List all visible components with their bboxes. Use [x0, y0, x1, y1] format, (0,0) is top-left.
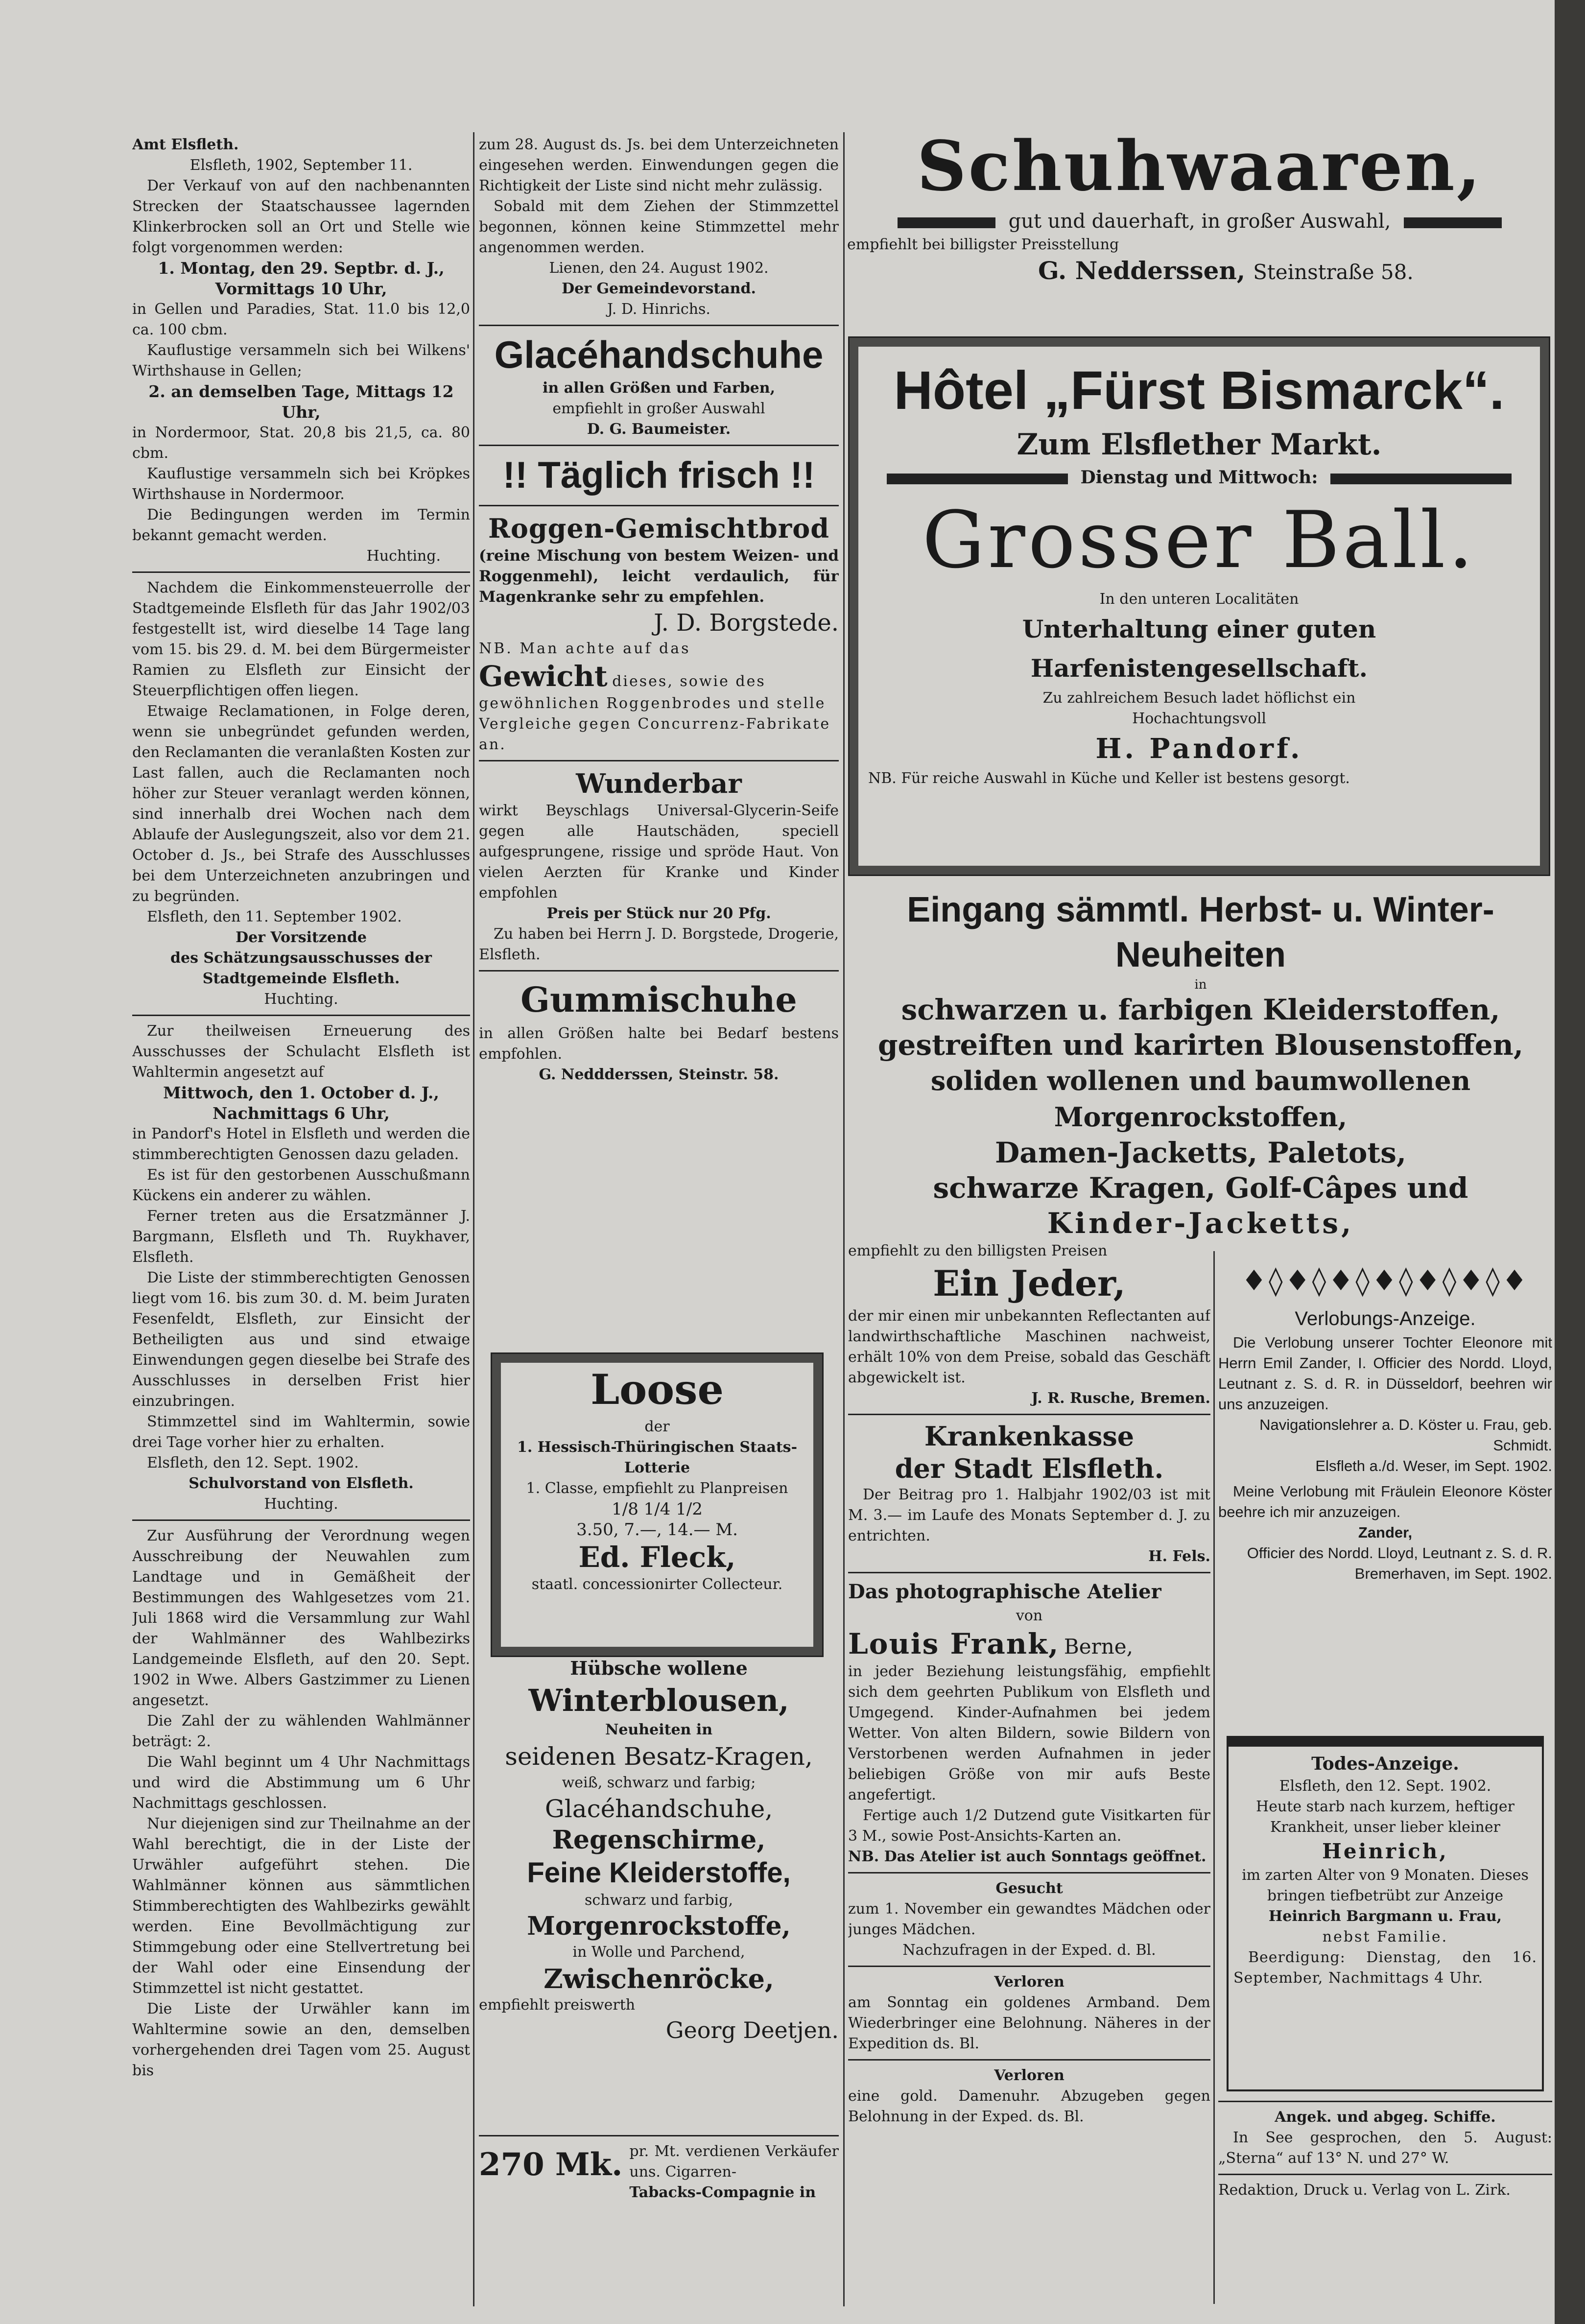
ad-headline: !! Täglich frisch !!: [502, 454, 815, 496]
notice-text: Es ist für den gestorbenen Ausschußmann Kückens ein anderer zu wählen.: [132, 1166, 470, 1204]
notice-signature: Navigationslehrer a. D. Köster u. Frau, geb. Schmidt.: [1259, 1416, 1552, 1454]
ad-text: Dienstag und Mittwoch:: [1080, 467, 1318, 488]
notice-text: Nachdem die Einkommensteuerrolle der Stadtgemeinde Elsfleth für das Jahr 1902/03 festgestellt ist, wird dieselbe 14 Tage lang vom 15. bis 29. d. M. bei dem Bürgermeister Ramien zu Elsfleth zur Einsicht der Steuerpflichtigen offen liegen.: [132, 579, 470, 699]
notice-text: Zur theilweisen Erneuerung des Ausschusses der Schulacht Elsfleth ist Wahltermin angesetzt auf: [132, 1022, 470, 1081]
notice-signature: Huchting.: [366, 547, 441, 565]
ad-text: von: [1016, 1607, 1043, 1624]
notice-text: Der Verkauf von auf den nachbenannten Strecken der Staatschaussee lagernden Klinkerbrocken soll an Ort und Stelle wie folgt vorgenommen werden:: [132, 177, 470, 256]
divider: [1218, 2174, 1552, 2175]
ad-text: weiß, schwarz und farbig;: [562, 1774, 756, 1791]
ad-signature: H. Pandorf.: [1095, 733, 1303, 765]
notice-item: 1. Montag, den 29. Septbr. d. J., Vormittags 10 Uhr,: [158, 259, 445, 298]
ad-headline: seidenen Besatz-Kragen,: [505, 1742, 813, 1771]
ad-text: der mir einen mir unbekannten Reflectanten auf landwirthschaftliche Maschinen nachweist, erhält 10% von dem Preise, sobald das Geschäft abgewickelt ist.: [848, 1307, 1210, 1386]
divider: [848, 2059, 1210, 2061]
notice-text: zum 28. August ds. Js. bei dem Unterzeichneten eingesehen werden. Einwendungen gegen die Richtigkeit der Liste sind nicht mehr zulässig.: [479, 136, 839, 194]
divider: [479, 970, 839, 972]
ad-text: Nachzufragen in der Exped. d. Bl.: [902, 1942, 1156, 1959]
ad-headline: Verloren: [994, 2067, 1065, 2084]
decorative-bar: [898, 217, 995, 228]
notice-title: Angek. und abgeg. Schiffe.: [1275, 2109, 1496, 2126]
divider: [1218, 2101, 1552, 2102]
notice-signature: nebst Familie.: [1322, 1928, 1448, 1945]
ad-headline: Krankenkasse: [924, 1421, 1135, 1452]
ad-headline: Roggen-Gemischtbrod: [488, 513, 830, 544]
ad-text: Fertige auch 1/2 Dutzend gute Visitkarten für 3 M., sowie Post-Ansichts-Karten an.: [848, 1807, 1210, 1845]
notice-date: Elsfleth, den 12. Sept. 1902.: [147, 1454, 359, 1471]
ad-text: empfiehlt zu den billigsten Preisen: [848, 1242, 1108, 1259]
ad-text: In den unteren Localitäten: [1099, 591, 1299, 608]
notice-text: Die Bedingungen werden im Termin bekannt gemacht werden.: [132, 506, 470, 544]
ad-headline: Loose: [591, 1365, 724, 1414]
notice-date: Elsfleth, den 12. Sept. 1902.: [1279, 1778, 1491, 1795]
ad-headline: Eingang sämmtl. Herbst- u. Winter-Neuheiten: [907, 890, 1494, 974]
ad-text: Zu zahlreichem Besuch ladet höflichst ein: [1042, 689, 1356, 707]
ad-headline: Winterblousen,: [528, 1683, 789, 1718]
notice-text: Kauflustige versammeln sich bei Kröpkes Wirthshause in Nordermoor.: [132, 465, 470, 503]
ad-signature: G. Nedderssen,: [1038, 256, 1246, 285]
ad-text: 1. Classe, empfiehlt zu Planpreisen: [526, 1480, 788, 1497]
fashion-ad: [848, 887, 1553, 1259]
ad-text: Unterhaltung einer guten Harfenistengesellschaft.: [1022, 615, 1376, 683]
ad-item: Glacéhandschuhe,: [544, 1795, 773, 1823]
ad-text: wirkt Beyschlags Universal-Glycerin-Seife gegen alle Hautschäden, speciell aufgesprungene, rissige und spröde Haut. Von vielen Aerzten für Kranke und Kinder empfohlen: [479, 802, 839, 901]
notice-date: Elsfleth a./d. Weser, im Sept. 1902.: [1315, 1457, 1552, 1474]
ornament-row: [1218, 1261, 1552, 1305]
decorative-bar: [887, 474, 1068, 484]
ad-item: Kinder-Jacketts,: [1047, 1207, 1354, 1240]
ad-text: empfiehlt in großer Auswahl: [552, 400, 765, 417]
ad-text: zum 1. November ein gewandtes Mädchen oder junges Mädchen.: [848, 1900, 1210, 1938]
divider: [848, 1572, 1210, 1573]
ad-item: soliden wollenen und baumwollenen Morgenrockstoffen,: [930, 1065, 1471, 1133]
notice-text: in Pandorf's Hotel in Elsfleth und werden die stimmberechtigten Genossen dazu geladen.: [132, 1125, 470, 1163]
ad-signature: D. G. Baumeister.: [587, 421, 731, 438]
ad-price: Preis per Stück nur 20 Pfg.: [546, 905, 771, 922]
column-rule: [473, 132, 474, 2306]
notice-signature: Der Vorsitzende: [236, 929, 367, 946]
ad-headline: Gummischuhe: [520, 979, 797, 1020]
divider: [132, 1519, 470, 1521]
ad-signature: J. D. Borgstede.: [654, 609, 839, 637]
ad-text: schwarz und farbig,: [584, 1892, 733, 1909]
ad-text: dieses, sowie des gewöhnlichen Roggenbrodes und stelle Vergleiche gegen Concurrenz-Fabrikate an.: [479, 673, 831, 753]
decorative-bar: [1404, 217, 1502, 228]
ad-item: Damen-Jacketts, Paletots,: [994, 1136, 1407, 1169]
notice-text: im zarten Alter von 9 Monaten. Dieses bringen tiefbetrübt zur Anzeige: [1242, 1867, 1529, 1904]
column-3: [848, 1261, 1210, 2309]
ad-item: gestreiften und karirten Blousenstoffen,: [877, 1028, 1524, 1062]
ad-item: Morgenrockstoffe,: [527, 1911, 791, 1941]
ad-headline: Hôtel „Fürst Bismarck“.: [894, 360, 1505, 421]
ad-text: Neuheiten in: [605, 1721, 713, 1738]
ad-text: in allen Größen halte bei Bedarf bestens empfohlen.: [479, 1025, 839, 1063]
notice-item: 2. an demselben Tage, Mittags 12 Uhr,: [148, 382, 454, 422]
divider: [848, 1414, 1210, 1415]
notice-date: Mittwoch, den 1. October d. J., Nachmittags 6 Uhr,: [163, 1083, 439, 1123]
ad-text: eine gold. Damenuhr. Abzugeben gegen Belohnung in der Exped. ds. Bl.: [848, 2087, 1210, 2125]
notice-text: Zur Ausführung der Verordnung wegen Ausschreibung der Neuwahlen zum Landtage und in Gemäßheit der Bestimmungen des Wahlgesetzes vom 21. Juli 1868 wird die Versammlung zur Wahl der Wahlmänner des Wahlbezirks Landgemeinde Elsfleth, auf den 20. Sept. 1902 in Wwe. Albers Gastzimmer zu Lienen angesetzt.: [132, 1527, 470, 1709]
notice-signature: Zander,: [1358, 1524, 1413, 1541]
lottery-ad: [501, 1363, 813, 1647]
ad-headline: Ein Jeder,: [933, 1262, 1126, 1304]
notice-text: in Gellen und Paradies, Stat. 11.0 bis 12,0 ca. 100 cbm.: [132, 301, 470, 338]
notice-text: Ferner treten aus die Ersatzmänner J. Bargmann, Elsfleth und Th. Ruykhaver, Elsfleth.: [132, 1208, 470, 1266]
ad-text: Hübsche wollene: [570, 1657, 748, 1679]
divider: [848, 1872, 1210, 1873]
ad-text: in allen Größen und Farben,: [542, 379, 776, 397]
ad-headline: 270 Mk.: [479, 2146, 623, 2183]
notice-date: Bremerhaven, im Sept. 1902.: [1354, 1565, 1552, 1582]
divider: [848, 1966, 1210, 1967]
ad-text: NB. Für reiche Auswahl in Küche und Keller ist bestens gesorgt.: [868, 770, 1350, 787]
notice-text: Stimmzettel sind im Wahltermin, sowie drei Tage vorher hier zu erhalten.: [132, 1413, 470, 1451]
lottery-ad-frame: [492, 1354, 822, 1656]
ad-item: Feine Kleiderstoffe,: [527, 1857, 791, 1889]
notice-signature: Huchting.: [264, 1495, 338, 1513]
ad-text: NB. Man achte auf das: [479, 640, 691, 657]
ad-fractions: 1/8 1/4 1/2: [612, 1499, 703, 1519]
ad-text: pr. Mt. verdienen Verkäufer uns. Cigarren-: [629, 2143, 839, 2181]
column-rule: [843, 132, 845, 2306]
winter-ad: [479, 1655, 839, 2218]
ad-headline: Grosser Ball.: [922, 494, 1476, 586]
ad-signature: Zu haben bei Herrn J. D. Borgstede, Drogerie, Elsfleth.: [479, 925, 839, 963]
notice-text: Nur diejenigen sind zur Theilnahme an der Wahl berechtigt, die in der Liste der Urwähler aufgeführt stehen. Die Wahlmänner können aus sämmtlichen Stimmberechtigten des Wahlbezirks gewählt werden. Eine Bevollmächtigung zur Stimmgebung oder eine Stellvertretung bei der Wahl oder eine Einsendung der Stimmzettel ist nicht gestattet.: [132, 1815, 470, 1997]
notice-text: In See gesprochen, den 5. August: „Sterna“ auf 13° N. und 27° W.: [1218, 2129, 1552, 2167]
divider: [479, 445, 839, 446]
divider: [479, 325, 839, 326]
book-edge: [1555, 0, 1585, 2324]
notice-text: Beerdigung: Dienstag, den 16. September, Nachmittags 4 Uhr.: [1233, 1949, 1537, 1987]
ad-headline: Wunderbar: [576, 768, 742, 799]
notice-text: Meine Verlobung mit Fräulein Eleonore Köster beehre ich mir anzuzeigen.: [1218, 1483, 1552, 1520]
ad-item: schwarze Kragen, Golf-Câpes und: [933, 1171, 1468, 1205]
notice-text: Kauflustige versammeln sich bei Wilkens' Wirthshause in Gellen;: [132, 342, 470, 379]
notice-text: Die Wahl beginnt um 4 Uhr Nachmittags und wird die Abstimmung um 6 Uhr Nachmittags geschlossen.: [132, 1754, 470, 1812]
divider: [132, 571, 470, 573]
ad-prices: 3.50, 7.—, 14.— M.: [576, 1520, 738, 1540]
notice-date: Elsfleth, 1902, September 11.: [189, 157, 413, 174]
ad-signature: Georg Deetjen.: [665, 2017, 839, 2043]
notice-title: Amt Elsfleth.: [132, 136, 239, 153]
ad-text: in jeder Beziehung leistungsfähig, empfiehlt sich dem geehrten Publikum von Elsfleth und Umgegend. Kinder-Aufnahmen bei jedem Wetter. Von alten Bildern, sowie Bildern von Verstorbenen werden Aufnahmen in jeder beliebigen Größe von mir aufs Beste angefertigt.: [848, 1663, 1210, 1803]
ad-text: staatl. concessionirter Collecteur.: [531, 1576, 783, 1593]
divider: [479, 505, 839, 506]
ad-text: (reine Mischung von bestem Weizen- und Roggenmehl), leicht verdaulich, für Magenkranke sehr zu empfehlen.: [479, 547, 839, 606]
divider: [132, 1015, 470, 1016]
ad-subheadline: Zum Elsflether Markt.: [1017, 427, 1382, 462]
notice-text: in Nordermoor, Stat. 20,8 bis 21,5, ca. 80 cbm.: [132, 424, 470, 462]
ad-text: am Sonntag ein goldenes Armband. Dem Wiederbringer eine Belohnung. Näheres in der Expedition ds. Bl.: [848, 1994, 1210, 2052]
ad-text: Hochachtungsvoll: [1132, 710, 1266, 727]
ad-item: schwarzen u. farbigen Kleiderstoffen,: [901, 993, 1500, 1026]
ships-notice: [1218, 2096, 1552, 2306]
shoe-ad: [847, 125, 1552, 321]
ad-headline: Glacéhandschuhe: [494, 333, 824, 376]
ad-item: Zwischenröcke,: [544, 1963, 774, 1994]
ad-signature: H. Fels.: [1148, 1548, 1210, 1565]
notice-signature: Huchting.: [264, 991, 338, 1008]
ad-text: Berne,: [1064, 1635, 1133, 1659]
ad-text: in: [1194, 977, 1207, 992]
notice-signature: Schulvorstand von Elsfleth.: [189, 1475, 414, 1492]
ad-headline: Verloren: [994, 1973, 1065, 1991]
ad-signature: J. R. Rusche, Bremen.: [1031, 1390, 1210, 1407]
ornament-icon: ♦◊♦◊♦◊♦◊♦◊♦◊♦: [1241, 1264, 1529, 1297]
ad-text: gut und dauerhaft, in großer Auswahl,: [1008, 210, 1391, 233]
notice-signature: J. D. Hinrichs.: [607, 301, 710, 318]
ad-headline: Schuhwaaren,: [917, 126, 1483, 207]
notice-signature: Der Gemeindevorstand.: [562, 280, 756, 297]
engagement-notice: [1218, 1305, 1552, 1658]
notice-text: Die Liste der stimmberechtigten Genossen liegt vom 16. bis zum 30. d. M. beim Juraten Fesenfeldt, Elsfleth, zur Einsicht der Betheiligten aus und sind etwaige Einwendungen gegen dieselbe bei Strafe des Ausschlusses in derselben Frist hier einzubringen.: [132, 1269, 470, 1410]
notice-title: Todes-Anzeige.: [1311, 1754, 1459, 1774]
notice-text: Heute starb nach kurzem, heftiger Krankheit, unser lieber kleiner: [1256, 1798, 1514, 1836]
ad-text: der: [644, 1418, 670, 1435]
notice-title: Verlobungs-Anzeige.: [1295, 1308, 1476, 1329]
ad-signature: Ed. Fleck,: [578, 1541, 736, 1574]
ad-headline: der Stadt Elsfleth.: [895, 1453, 1164, 1484]
column-rule: [1213, 1251, 1215, 2304]
ad-item: Regenschirme,: [552, 1825, 766, 1855]
death-notice-frame: [1227, 1736, 1544, 2091]
cigar-ad: [479, 2135, 839, 2205]
hotel-ad: [858, 347, 1540, 876]
hotel-ad-frame: [850, 338, 1549, 875]
ad-address: Steinstraße 58.: [1253, 260, 1414, 284]
column-1: [132, 135, 470, 2309]
ad-text: Der Beitrag pro 1. Halbjahr 1902/03 ist mit M. 3.— im Laufe des Monats September d. J. zu entrichten.: [848, 1486, 1210, 1544]
notice-text: Etwaige Reclamationen, in Folge deren, wenn sie unbegründet gefunden werden, den Reclamanten die veranlaßten Kosten zur Last fallen, auch die Reclamanten noch höher zur Steuer veranlagt werden können, sind innerhalb drei Wochen nach dem Ablaufe der Auslegungszeit, also vor dem 21. October d. Js., bei Strafe des Ausschlusses bei dem Unterzeichneten anzubringen und zu begründen.: [132, 703, 470, 905]
ad-text: in Wolle und Parchend,: [572, 1944, 745, 1961]
notice-text: Die Zahl der zu wählenden Wahlmänner beträgt: 2.: [132, 1712, 470, 1750]
ad-text: empfiehlt preiswerth: [479, 1996, 636, 2014]
notice-date: Elsfleth, den 11. September 1902.: [147, 908, 402, 925]
notice-text: Die Liste der Urwähler kann im Wahltermine sowie an den, demselben vorhergehenden drei Tagen vom 25. August bis: [132, 2000, 470, 2079]
ad-text: 1. Hessisch-Thüringischen Staats-Lotterie: [517, 1439, 798, 1476]
notice-text: Sobald mit dem Ziehen der Stimmzettel begonnen, können keine Stimmzettel mehr angenommen werden.: [479, 198, 839, 256]
ad-signature: G. Neddderssen, Steinstr. 58.: [539, 1066, 779, 1083]
notice-text: Die Verlobung unserer Tochter Eleonore mit Herrn Emil Zander, I. Officier des Nordd. Lloyd, Leutnant z. S. d. R. in Düsseldorf, beehren wir uns anzuzeigen.: [1218, 1334, 1552, 1413]
ad-text: empfiehlt bei billigster Preisstellung: [847, 236, 1119, 253]
ad-headline: Gewicht: [479, 660, 608, 693]
ad-text: Tabacks-Compagnie in: [629, 2184, 816, 2201]
ad-text: NB. Das Atelier ist auch Sonntags geöffnet.: [848, 1848, 1206, 1865]
ad-headline: Gesucht: [995, 1880, 1063, 1897]
notice-name: Heinrich,: [1322, 1839, 1448, 1863]
death-notice: [1229, 1747, 1542, 2089]
notice-signature: Officier des Nordd. Lloyd, Leutnant z. S. d. R.: [1247, 1544, 1552, 1562]
ad-headline: Louis Frank,: [848, 1627, 1060, 1660]
divider: [479, 760, 839, 761]
imprint: Redaktion, Druck u. Verlag von L. Zirk.: [1218, 2182, 1511, 2199]
decorative-bar: [1330, 474, 1512, 484]
ad-headline: Das photographische Atelier: [848, 1580, 1161, 1603]
notice-signature: des Schätzungsausschusses der Stadtgemeinde Elsfleth.: [170, 949, 432, 987]
notice-signature: Heinrich Bargmann u. Frau,: [1268, 1908, 1502, 1925]
notice-date: Lienen, den 24. August 1902.: [549, 260, 769, 277]
